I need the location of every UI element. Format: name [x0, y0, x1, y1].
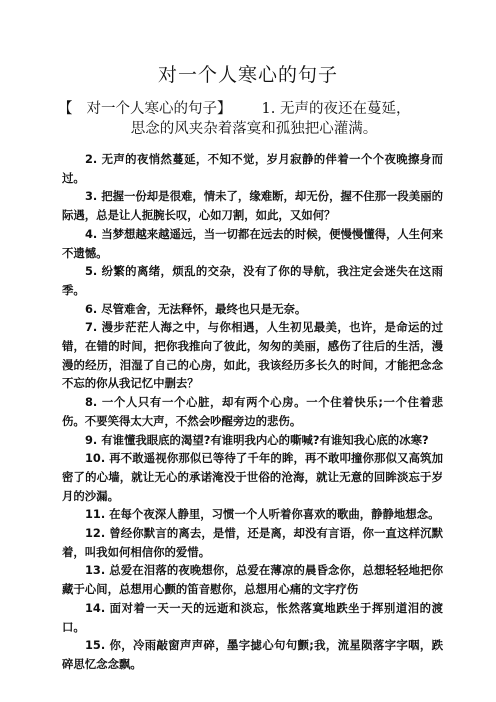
paragraph: 15. 你，冷雨敲窗声声碎，墨字摅心句句颤;我，流星陨落字字咽，跌碎思忆念念飘。 [62, 638, 443, 671]
paragraph: 2. 无声的夜悄然蔓延，不知不觉，岁月寂静的伴着一个个夜晚擦身而过。 [62, 152, 443, 185]
document-title: 对一个人寒心的句子 [157, 64, 338, 86]
paragraph: 11. 在每个夜深人静里，习惯一个人听着你喜欢的歌曲，静静地想念。 [85, 507, 440, 522]
paragraph: 8. 一个人只有一个心脏，却有两个心房。一个住着快乐;一个住着悲伤。不要笑得太大声，不然会吵醒旁边的悲伤。 [62, 395, 443, 428]
paragraph: 7. 漫步茫茫人海之中，与你相遇，人生初见最美，也许，是命运的过错，在错的时间，把你我推向了彼此，匆匆的美丽，感伤了往后的生活，漫漫的经历，泪湿了自己的心房，如此，我该经历多长久的时间，才能把念念不忘的你从我记忆中删去？ [62, 320, 443, 391]
paragraph: 14. 面对着一天一天的远逝和淡忘，怅然落寞地跌坐于挥别道泪的渡口。 [62, 600, 443, 634]
paragraph: 9. 有谁懂我眼底的渴望?有谁明我内心的嘶喊?有谁知我心底的冰寒? [85, 432, 429, 447]
paragraph: 4. 当梦想越来越遥远，当一切都在远去的时候，便慢慢懂得，人生何来不遗憾。 [62, 226, 443, 260]
lead-heading: 对一个人寒心的句子】 [86, 101, 232, 117]
paragraph: 13. 总爱在泪落的夜晚想你，总爱在薄凉的晨昏念你，总想轻轻地把你藏于心间，总想用心颤的笛音慰你，总想用心痛的文字疗伤 [62, 563, 443, 597]
lead-bracket: 【 [58, 101, 73, 117]
lead-paragraph [58, 99, 450, 139]
lead-item-1-part2: 思念的风夹杂着落寞和孤独把心灌满。 [130, 121, 378, 137]
lead-line-1 [58, 99, 450, 119]
paragraph: 10. 再不敢遥视你那似已等待了千年的眸，再不敢叩撞你那似又高筑加密了的心墙，就让无心的承诺淹没于世俗的沧海，就让无意的回眸淡忘于岁月的沙漏。 [62, 451, 443, 503]
document-body [62, 150, 443, 674]
paragraph: 5. 纷繁的离绪，烦乱的交杂，没有了你的导航，我注定会迷失在这雨季。 [62, 264, 443, 297]
paragraph: 3. 把握一份却是很难，情未了，缘难断，却无份，握不住那一段美丽的际遇，总是让人扼腕长叹，心如刀割，如此，又如何？ [62, 189, 443, 223]
lead-item-1-part1: 1. 无声的夜还在蔓延， [261, 101, 411, 117]
paragraph: 6. 尽管难舍，无法释怀，最终也只是无奈。 [85, 301, 307, 316]
paragraph: 12. 曾经你默言的离去，是惜，还是离，却没有言语，你一直这样沉默着，叫我如何相信你的爱惜。 [62, 526, 443, 559]
